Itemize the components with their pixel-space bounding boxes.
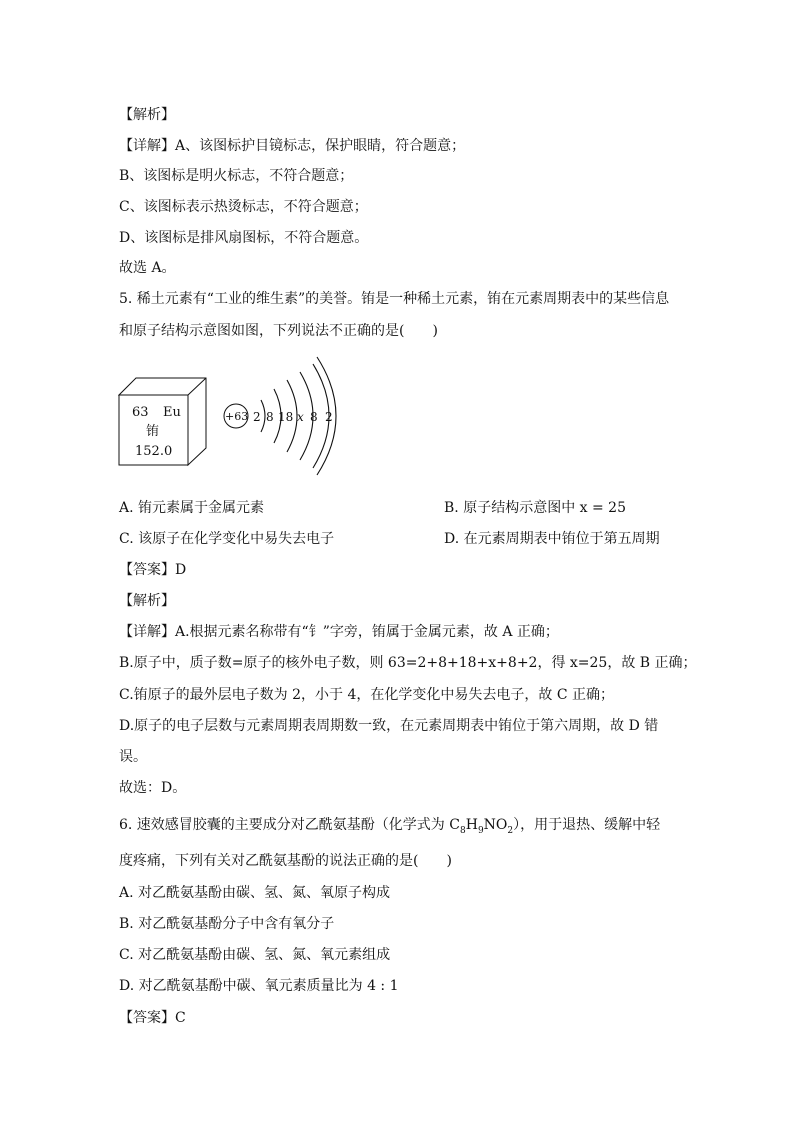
q5-detail-b: B.原子中，质子数=原子的核外电子数，则 63=2+8+18+x+8+2，得 x=25，故 B 正确；: [119, 655, 697, 671]
element-name: 铕: [146, 424, 160, 439]
q6-answer: 【答案】C: [119, 1010, 186, 1026]
q4-conclusion: 故选 A。: [119, 260, 176, 276]
q4-analysis-heading: 【解析】: [119, 107, 175, 123]
q6-stem-line1: [119, 816, 660, 834]
element-symbol: Eu: [163, 405, 181, 420]
q5-answer: 【答案】D: [119, 562, 187, 578]
atomic-number: 63: [132, 405, 149, 420]
q6-option-d: D. 对乙酰氨基酚中碳、氧元素质量比为 4 : 1: [119, 978, 399, 994]
q5-option-c: C. 该原子在化学变化中易失去电子: [119, 531, 335, 547]
q6-stem-part1: 6. 速效感冒胶囊的主要成分对乙酰氨基酚（化学式为: [119, 817, 450, 833]
q4-detail-a: 【详解】A、该图标护目镜标志，保护眼睛，符合题意；: [119, 138, 466, 154]
shell-4: x: [297, 410, 304, 424]
q5-detail-c: C.铕原子的最外层电子数为 2，小于 4，在化学变化中易失去电子，故 C 正确；: [119, 687, 614, 703]
formula-oxygen-count: 2: [507, 825, 514, 836]
shell-6: 2: [325, 410, 333, 424]
nucleus-charge: +63: [225, 410, 249, 423]
q5-option-b: B. 原子结构示意图中 x = 25: [444, 500, 626, 516]
q4-detail-d: D、该图标是排风扇图标，不符合题意。: [119, 230, 369, 246]
shell-3: 18: [278, 410, 294, 424]
q6-stem-part2: ），用于退热、缓解中轻: [513, 817, 661, 833]
shell-5: 8: [310, 410, 318, 424]
shell-2: 8: [266, 410, 274, 424]
q5-option-a: A. 铕元素属于金属元素: [119, 500, 265, 516]
q5-analysis-heading: 【解析】: [119, 593, 175, 609]
q5-europium-diagram: [118, 353, 348, 479]
q5-detail-d-line2: 误。: [119, 749, 147, 765]
q6-option-b: B. 对乙酰氨基酚分子中含有氧分子: [119, 916, 335, 932]
formula-hydrogen: H: [465, 817, 478, 833]
q5-conclusion: 故选：D。: [119, 780, 187, 796]
q4-detail-b: B、该图标是明火标志，不符合题意；: [119, 168, 354, 184]
q6-option-c: C. 对乙酰氨基酚由碳、氢、氮、氧元素组成: [119, 947, 391, 963]
q5-option-d: D. 在元素周期表中铕位于第五周期: [444, 531, 660, 547]
formula-carbon: C: [449, 817, 460, 833]
formula-hydrogen-count: 9: [477, 825, 484, 836]
q6-option-a: A. 对乙酰氨基酚由碳、氢、氮、氧原子构成: [119, 885, 391, 901]
q4-detail-c: C、该图标表示热烫标志，不符合题意；: [119, 199, 368, 215]
q5-stem-line2: 和原子结构示意图如图，下列说法不正确的是( ): [119, 323, 438, 339]
q5-stem-line1: 5. 稀土元素有“工业的维生素”的美誉。铕是一种稀土元素，铕在元素周期表中的某些信息: [119, 291, 670, 307]
shell-1: 2: [253, 410, 261, 424]
formula-nitro-oxy: NO: [483, 817, 508, 833]
q5-detail-d-line1: D.原子的电子层数与元素周期表周期数一致，在元素周期表中铕位于第六周期，故 D 错: [119, 718, 659, 734]
formula-carbon-count: 8: [459, 825, 466, 836]
q5-detail-a: 【详解】A.根据元素名称带有“钅”字旁，铕属于金属元素，故 A 正确；: [119, 624, 559, 640]
q6-stem-line2: 度疼痛，下列有关对乙酰氨基酚的说法正确的是( ): [119, 853, 452, 869]
atomic-mass: 152.0: [135, 444, 173, 459]
